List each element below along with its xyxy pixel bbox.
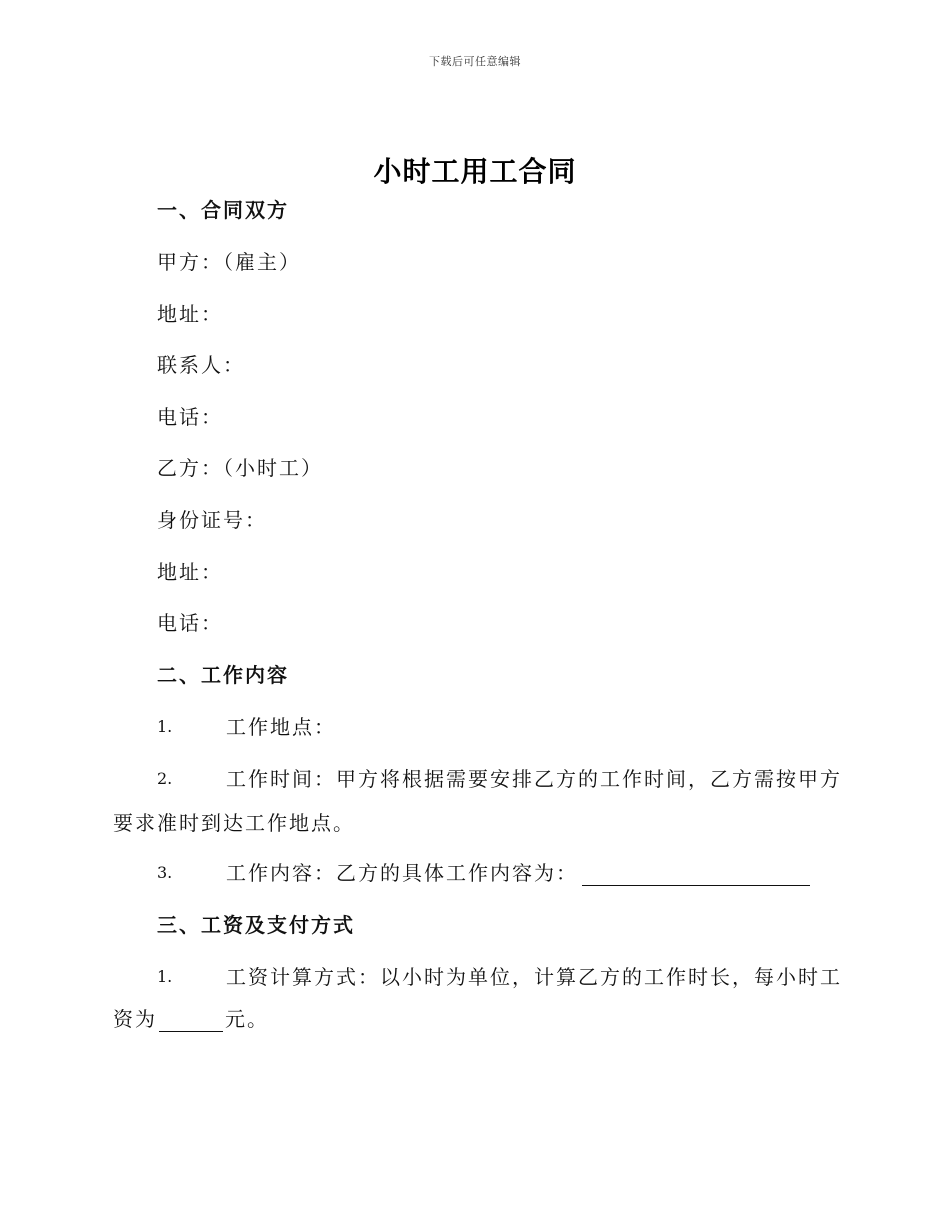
wage-prefix: 资为 <box>113 1007 157 1031</box>
wage-calculation-line: 工资计算方式：以小时为单位，计算乙方的工作时长，每小时工 <box>226 965 842 989</box>
work-time-line: 工作时间：甲方将根据需要安排乙方的工作时间，乙方需按甲方 <box>226 767 842 791</box>
section-3-heading: 三、工资及支付方式 <box>157 913 355 937</box>
wage-amount-blank <box>159 1009 223 1032</box>
work-content-blank <box>582 863 810 886</box>
section-1-heading: 一、合同双方 <box>157 198 289 222</box>
wage-suffix: 元。 <box>225 1007 269 1031</box>
party-b-id-line: 身份证号： <box>157 508 267 532</box>
list-item-number: 1. <box>157 717 173 736</box>
list-item-number: 2. <box>157 769 173 788</box>
header-note: 下载后可任意编辑 <box>429 55 521 68</box>
list-item-number: 1. <box>157 967 173 986</box>
document-title: 小时工用工合同 <box>373 155 577 188</box>
party-a-phone-line: 电话： <box>157 405 223 429</box>
party-b-line: 乙方：（小时工） <box>157 456 323 480</box>
party-b-address-line: 地址： <box>157 560 223 584</box>
work-content-label: 工作内容：乙方的具体工作内容为： <box>226 861 578 885</box>
party-a-contact-line: 联系人： <box>157 353 245 377</box>
section-2-heading: 二、工作内容 <box>157 663 289 687</box>
party-a-line: 甲方：（雇主） <box>157 250 301 274</box>
work-location-line: 工作地点： <box>226 715 336 739</box>
work-content-line <box>226 860 810 886</box>
party-a-address-line: 地址： <box>157 302 223 326</box>
work-time-continuation: 要求准时到达工作地点。 <box>113 811 355 835</box>
list-item-number: 3. <box>157 863 173 882</box>
party-b-phone-line: 电话： <box>157 611 223 635</box>
wage-continuation <box>113 1006 269 1032</box>
